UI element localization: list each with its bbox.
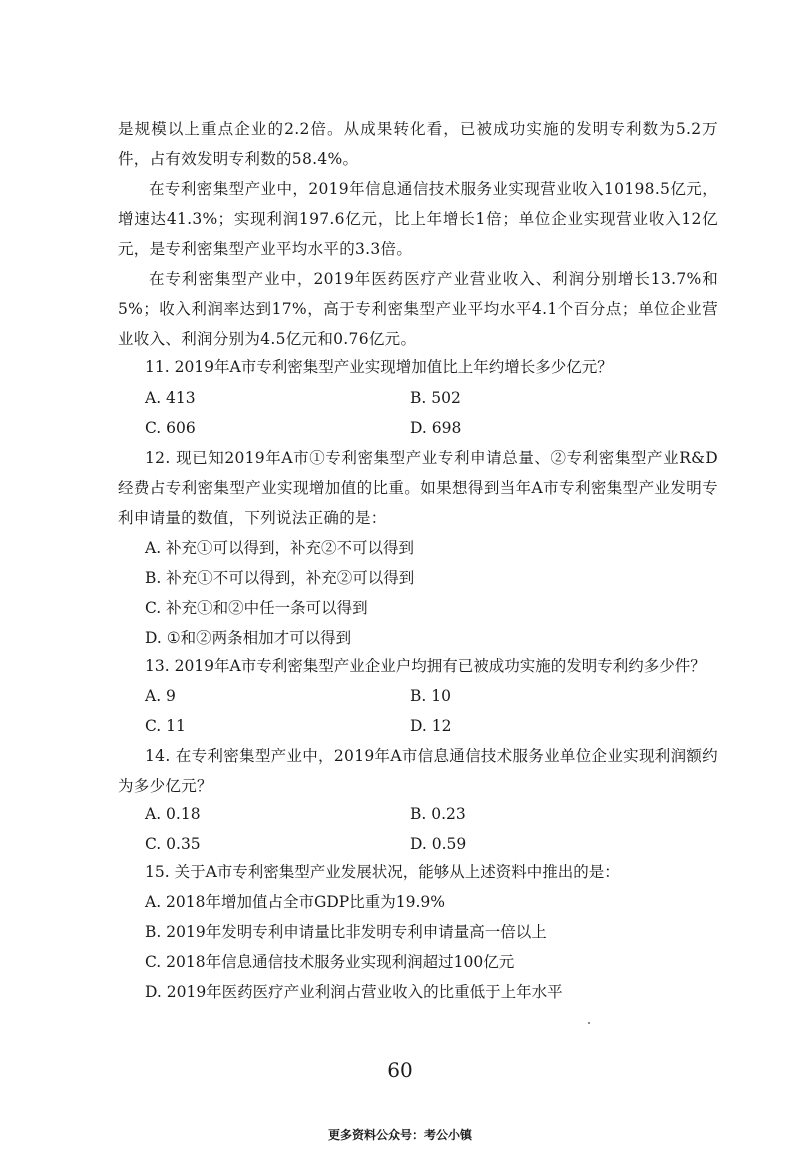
q15-option-b: B. 2019年发明专利申请量比非发明专利申请量高一倍以上	[145, 923, 547, 941]
q13-option-d: D. 12	[410, 717, 452, 735]
q11-option-b: B. 502	[410, 389, 461, 407]
q15-option-c: C. 2018年信息通信技术服务业实现利润超过100亿元	[145, 953, 515, 971]
q13-option-c: C. 11	[145, 717, 186, 735]
page-number: 60	[387, 1058, 413, 1082]
q14-option-b: B. 0.23	[410, 805, 466, 823]
q11-option-a: A. 413	[145, 389, 196, 407]
scan-speck	[588, 1022, 590, 1024]
question-15-stem: 15. 关于A市专利密集型产业发展状况，能够从上述资料中推出的是：	[145, 863, 620, 881]
q12-option-a: A. 补充①可以得到，补充②不可以得到	[145, 539, 415, 557]
paragraph-medical: 在专利密集型产业中，2019年医药医疗产业营业收入、利润分别增长13.7%和5%；收入利润率达到17%，高于专利密集型产业平均水平4.1个百分点；单位企业营业收入、利润分别为4.5亿元和0.76亿元。	[118, 270, 718, 348]
q13-option-a: A. 9	[145, 687, 176, 705]
q15-option-d: D. 2019年医药医疗产业利润占营业收入的比重低于上年水平	[145, 983, 563, 1001]
q12-option-d: D. ①和②两条相加才可以得到	[145, 629, 352, 647]
question-11-stem: 11. 2019年A市专利密集型产业实现增加值比上年约增长多少亿元？	[145, 358, 613, 376]
question-14-stem: 14. 在专利密集型产业中，2019年A市信息通信技术服务业单位企业实现利润额约为多少亿元？	[118, 747, 718, 795]
q12-option-c: C. 补充①和②中任一条可以得到	[145, 599, 368, 617]
question-12-stem: 12. 现已知2019年A市①专利密集型产业专利申请总量、②专利密集型产业R&D经费占专利密集型产业实现增加值的比重。如果想得到当年A市专利密集型产业发明专利申请量的数值，下列说法正确的是：	[118, 449, 718, 527]
q13-option-b: B. 10	[410, 687, 451, 705]
q12-option-b: B. 补充①不可以得到，补充②可以得到	[145, 569, 415, 587]
q11-option-c: C. 606	[145, 419, 196, 437]
question-13-stem: 13. 2019年A市专利密集型产业企业户均拥有已被成功实施的发明专利约多少件？	[145, 657, 706, 675]
footer-note: 更多资料公众号：考公小镇	[327, 1128, 472, 1142]
q15-option-a: A. 2018年增加值占全市GDP比重为19.9%	[145, 893, 445, 911]
paragraph-info-tech: 在专利密集型产业中，2019年信息通信技术服务业实现营业收入10198.5亿元，增速达41.3%；实现利润197.6亿元，比上年增长1倍；单位企业实现营业收入12亿元，是专利密集型产业平均水平的3.3倍。	[118, 180, 718, 258]
q11-option-d: D. 698	[410, 419, 462, 437]
q14-option-c: C. 0.35	[145, 835, 201, 853]
q14-option-d: D. 0.59	[410, 835, 467, 853]
q14-option-a: A. 0.18	[145, 805, 201, 823]
paragraph-continued: 是规模以上重点企业的2.2倍。从成果转化看，已被成功实施的发明专利数为5.2万件，占有效发明专利数的58.4%。	[118, 120, 718, 168]
